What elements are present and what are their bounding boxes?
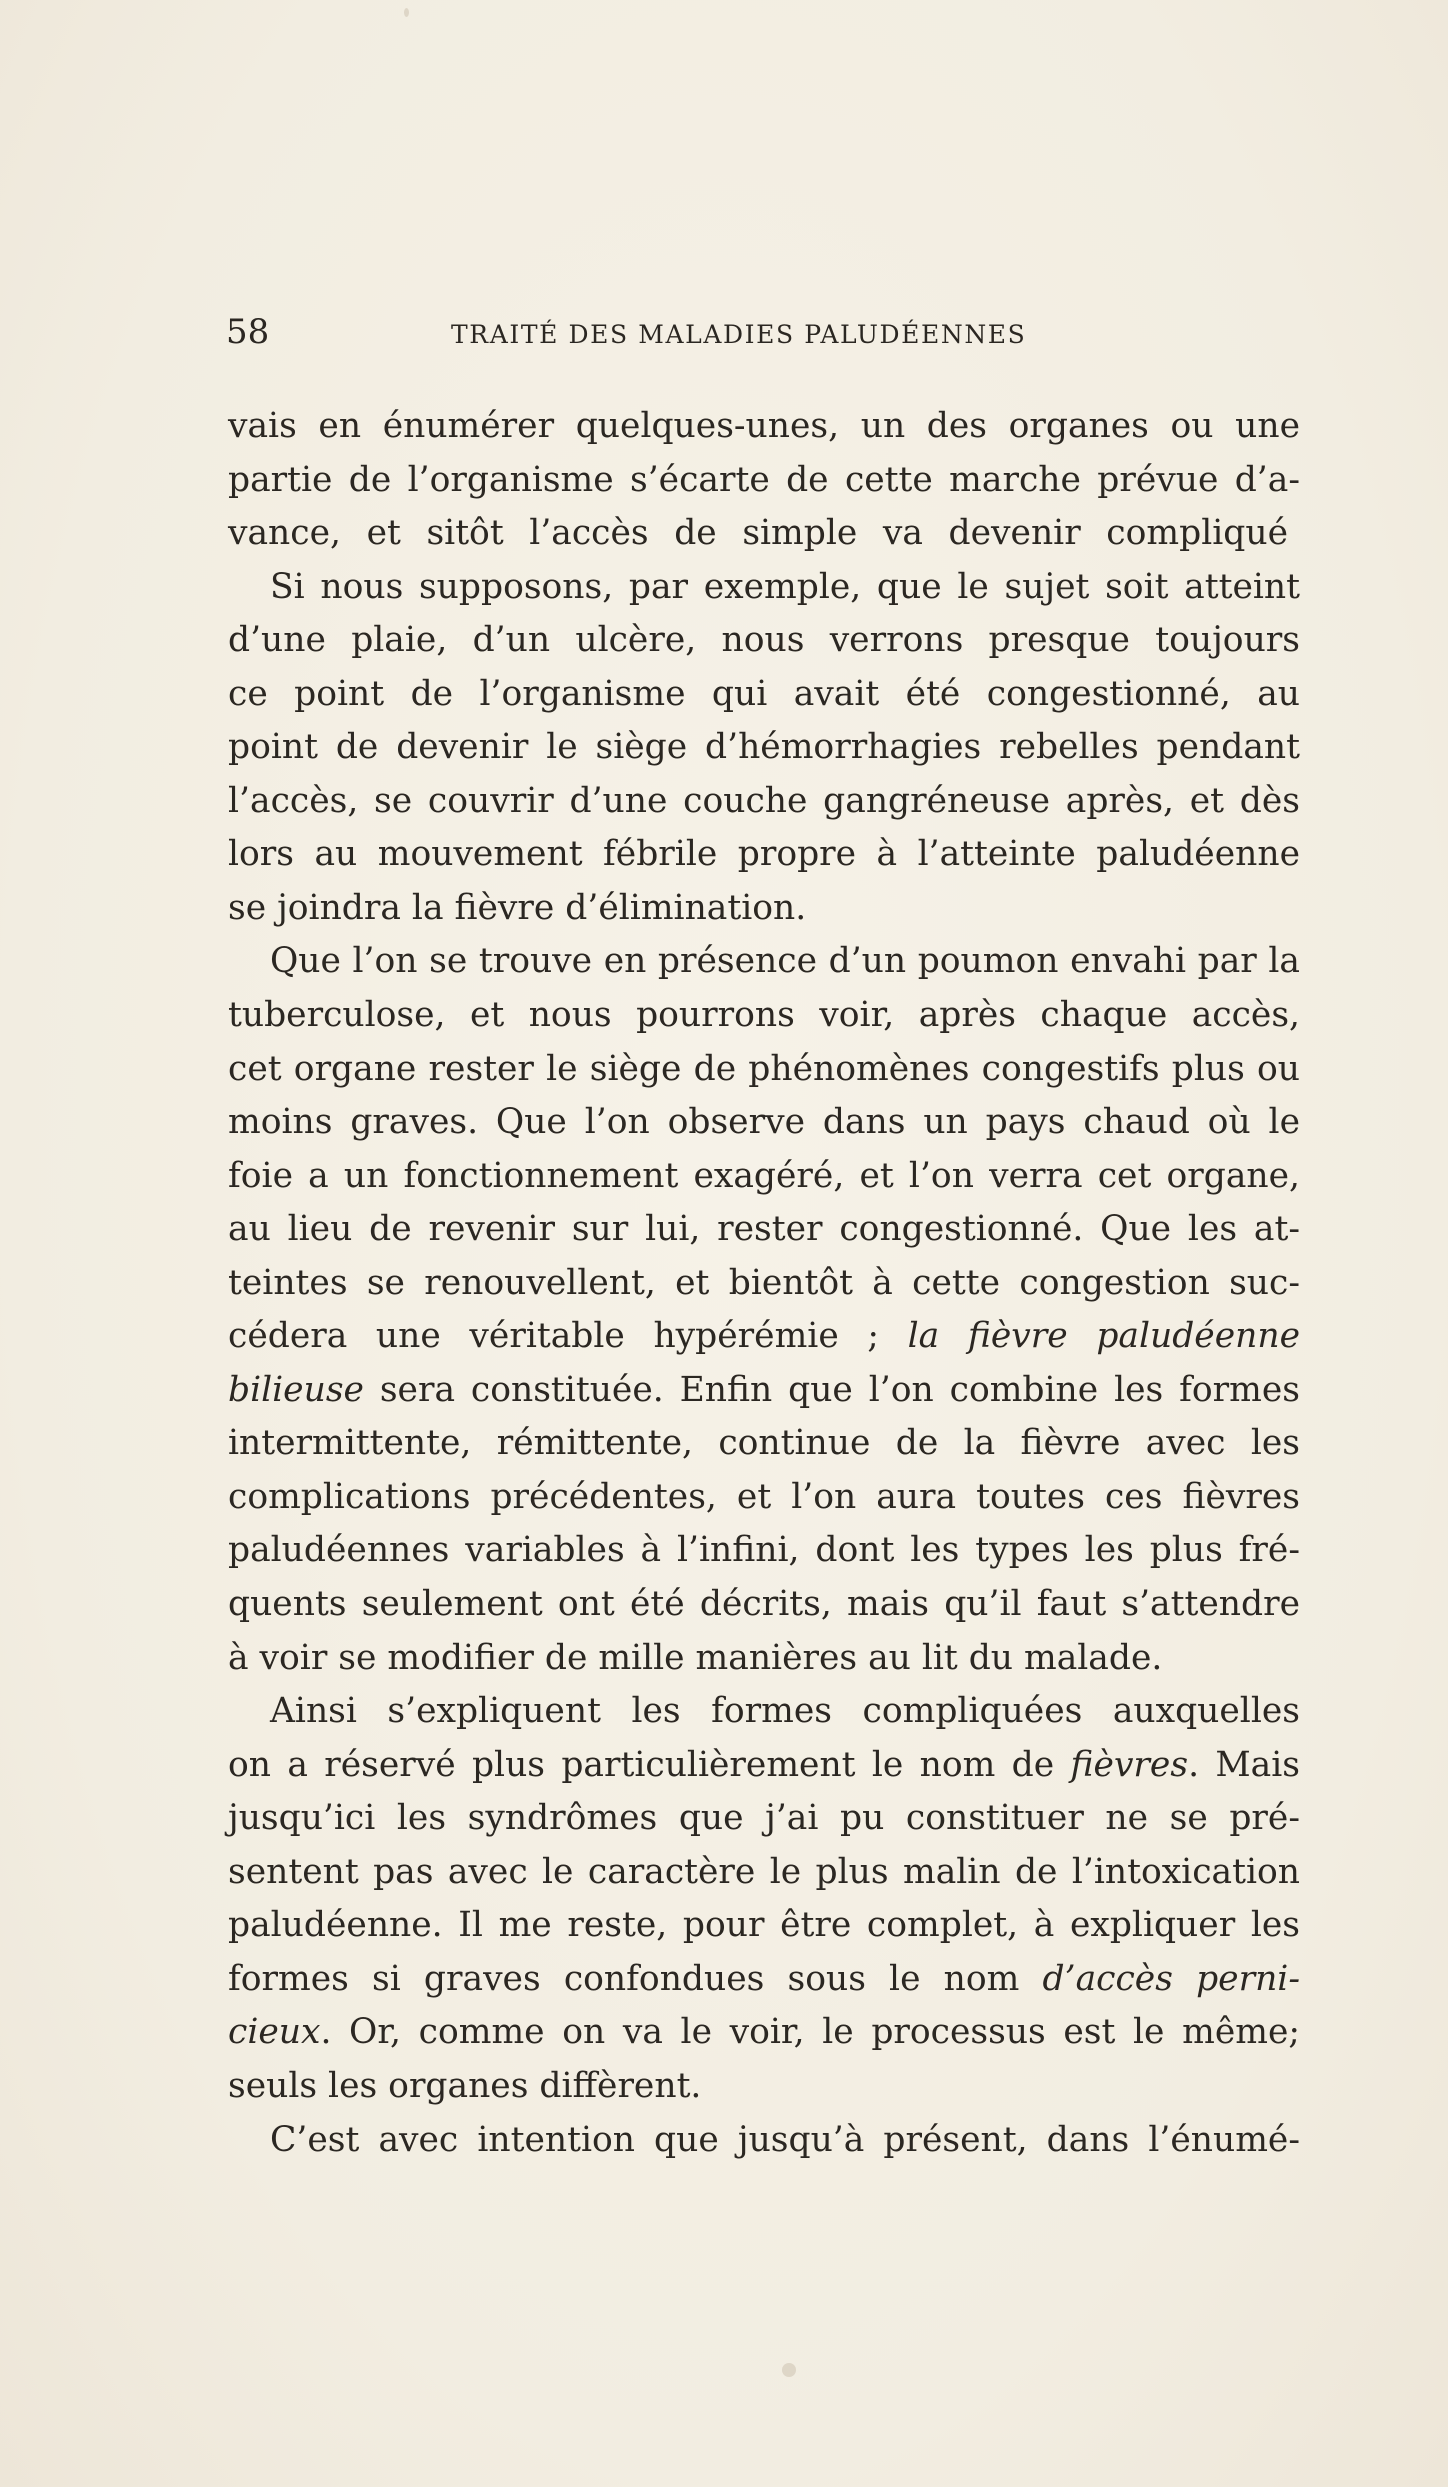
- text-line: [228, 1364, 1300, 1418]
- text-line: C’est avec intention que jusqu’à présent, dans l’énumé-: [270, 2119, 1300, 2160]
- text-line: [228, 1739, 1300, 1793]
- text-line: ce point de l’organisme qui avait été congestionné, au: [228, 673, 1300, 714]
- text-line: paludéennes variables à l’infini, dont les types les plus fré-: [228, 1530, 1300, 1571]
- text-line: se joindra la fièvre d’élimination.: [228, 887, 807, 928]
- text-line: paludéenne. Il me reste, pour être complet, à expliquer les: [228, 1905, 1300, 1946]
- text-line: vais en énumérer quelques-unes, un des organes ou une: [228, 406, 1300, 446]
- text-line: foie a un fonctionnement exagéré, et l’on verra cet organe,: [228, 1155, 1300, 1196]
- text-line: intermittente, rémittente, continue de la fièvre avec les: [228, 1423, 1300, 1464]
- page-number: 58: [226, 312, 270, 352]
- italic-text: cieux: [228, 2012, 321, 2053]
- text-line: partie de l’organisme s’écarte de cette marche prévue d’a-: [228, 459, 1300, 500]
- text-segment: sera constituée. Enfin que l’on combine les formes: [363, 1369, 1300, 1410]
- italic-text: fièvres: [1070, 1744, 1189, 1785]
- running-title: TRAITÉ DES MALADIES PALUDÉENNES: [451, 320, 1027, 349]
- text-line: à voir se modifier de mille manières au lit du malade.: [228, 1637, 1163, 1678]
- text-line: Si nous supposons, par exemple, que le sujet soit atteint: [270, 566, 1300, 607]
- italic-text: bilieuse: [228, 1369, 364, 1410]
- text-line: [228, 1953, 1300, 2007]
- body-text: [228, 400, 1300, 2167]
- text-line: cet organe rester le siège de phénomènes congestifs plus ou: [228, 1048, 1300, 1089]
- text-line: vance, et sitôt l’accès de simple va devenir compliqué: [228, 513, 1288, 554]
- text-line: d’une plaie, d’un ulcère, nous verrons presque toujours: [228, 620, 1300, 661]
- text-segment: on a réservé plus particulièrement le nom de: [228, 1744, 1071, 1785]
- text-segment: cédera une véritable hypérémie ;: [228, 1316, 908, 1357]
- text-line: jusqu’ici les syndrômes que j’ai pu constituer ne se pré-: [228, 1798, 1300, 1839]
- text-line: lors au mouvement fébrile propre à l’atteinte paludéenne: [228, 834, 1300, 875]
- text-segment: . Mais: [1188, 1744, 1300, 1785]
- text-line: [228, 1310, 1300, 1364]
- paper-speck: [782, 2363, 796, 2377]
- text-line: au lieu de revenir sur lui, rester congestionné. Que les at-: [228, 1209, 1300, 1250]
- text-line: point de devenir le siège d’hémorrhagies rebelles pendant: [228, 727, 1300, 768]
- text-line: tuberculose, et nous pourrons voir, après chaque accès,: [228, 995, 1300, 1036]
- text-line: [228, 2006, 1300, 2060]
- text-segment: . Or, comme on va le voir, le processus est le même;: [320, 2012, 1300, 2053]
- text-line: l’accès, se couvrir d’une couche gangréneuse après, et dès: [228, 780, 1300, 821]
- text-line: moins graves. Que l’on observe dans un pays chaud où le: [228, 1102, 1300, 1143]
- text-segment: formes si graves confondues sous le nom: [228, 1958, 1043, 1999]
- italic-text: la fièvre paludéenne: [907, 1316, 1300, 1357]
- text-line: complications précédentes, et l’on aura toutes ces fièvres: [228, 1476, 1300, 1517]
- text-line: Que l’on se trouve en présence d’un poumon envahi par la: [270, 941, 1300, 982]
- text-line: sentent pas avec le caractère le plus malin de l’intoxication: [228, 1851, 1300, 1892]
- text-line: Ainsi s’expliquent les formes compliquées auxquelles: [270, 1691, 1300, 1732]
- italic-text: d’accès perni-: [1042, 1958, 1300, 1999]
- text-line: quents seulement ont été décrits, mais qu’il faut s’attendre: [228, 1584, 1300, 1625]
- page-header: [226, 312, 1086, 352]
- text-line: seuls les organes diffèrent.: [228, 2065, 702, 2106]
- paper-speck: [404, 8, 409, 17]
- text-line: teintes se renouvellent, et bientôt à cette congestion suc-: [228, 1262, 1300, 1303]
